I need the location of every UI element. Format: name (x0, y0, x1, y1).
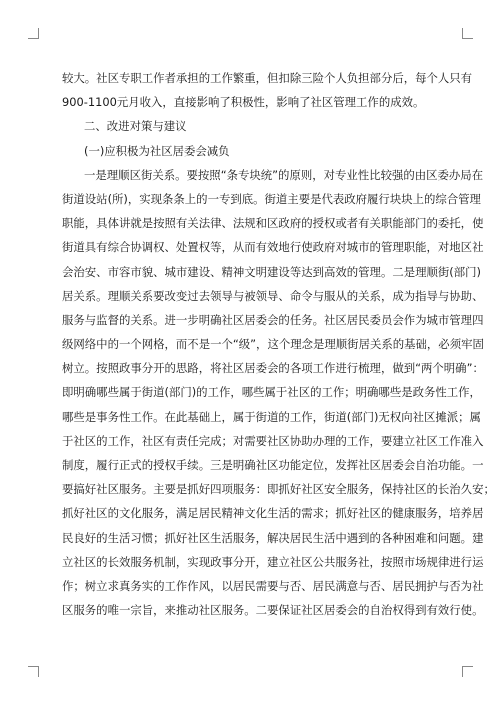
text-line: 街道具有综合协调权、处置权等，从而有效地行使政府对城市的管理职能，对地区社 (62, 240, 484, 255)
text-line: 区服务的唯一宗旨，来推动社区服务。二要保证社区居委会的自治权得到有效行使。 (62, 603, 484, 618)
crop-mark-bottom-right (462, 666, 473, 677)
crop-mark-top-right (462, 28, 473, 39)
text-line: 二、改进对策与建议 (84, 119, 187, 134)
text-line: 900-1100元月收入，直接影响了积极性，影响了社区管理工作的成效。 (62, 95, 425, 110)
text-line: 于社区的工作，社区有责任完成；对需要社区协助办理的工作，要建立社区工作准入 (62, 433, 484, 448)
text-line: 居关系。理顺关系要改变过去领导与被领导、命令与服从的关系，成为指导与协助、 (62, 288, 484, 303)
text-line: 较大。社区专职工作者承担的工作繁重，但扣除三险个人负担部分后，每个人只有 (62, 71, 473, 85)
text-line: 抓好社区的文化服务，满足居民精神文化生活的需求；抓好社区的健康服务，培养居 (62, 506, 484, 521)
text-line: 即明确哪些属于街道(部门)的工作，哪些属于社区的工作；明确哪些是政务性工作， (62, 385, 481, 400)
text-line: 级网络中的一个网格，而不是一个“级”，这个理念是理顺街居关系的基础，必须牢固 (62, 337, 484, 352)
text-line: 会治安、市容市貌、城市建设、精神文明建设等达到高效的管理。二是理顺街(部门) (62, 264, 481, 279)
text-line: 服务与监督的关系。进一步明确社区居委会的任务。社区居民委员会作为城市管理四 (62, 312, 484, 327)
text-line: 哪些是事务性工作。在此基础上，属于街道的工作，街道(部门)无权向社区摊派；属 (62, 409, 481, 424)
document-page (62, 66, 495, 622)
text-line: 制度，履行正式的授权手续。三是明确社区功能定位，发挥社区居委会自治功能。一 (62, 458, 484, 472)
text-line: 立社区的长效服务机制，实现政事分开，建立社区公共服务社，按照市场规律进行运 (62, 554, 484, 569)
text-line: 作；树立求真务实的工作作风，以居民需要与否、居民满意与否、居民拥护与否为社 (62, 578, 484, 593)
text-line: (一)应积极为社区居委会减负 (84, 143, 230, 158)
text-line: 民良好的生活习惯；抓好社区生活服务，解决居民生活中遇到的各种困难和问题。建 (62, 530, 484, 545)
text-line: 要搞好社区服务。主要是抓好四项服务：即抓好社区安全服务，保持社区的长治久安； (62, 482, 495, 497)
text-line: 一是理顺区街关系。要按照“条专块统”的原则，对专业性比较强的由区委办局在 (84, 167, 484, 182)
crop-mark-top-left (28, 28, 39, 39)
text-line: 职能，具体讲就是按照有关法律、法规和区政府的授权或者有关职能部门的委托，使 (62, 216, 484, 231)
crop-mark-bottom-left (28, 666, 39, 677)
text-line: 街道设站(所)，实现条条上的一专到底。街道主要是代表政府履行块块上的综合管理 (62, 191, 481, 206)
text-line: 树立。按照政事分开的思路，将社区居委会的各项工作进行梳理，做到“两个明确”： (62, 361, 484, 376)
